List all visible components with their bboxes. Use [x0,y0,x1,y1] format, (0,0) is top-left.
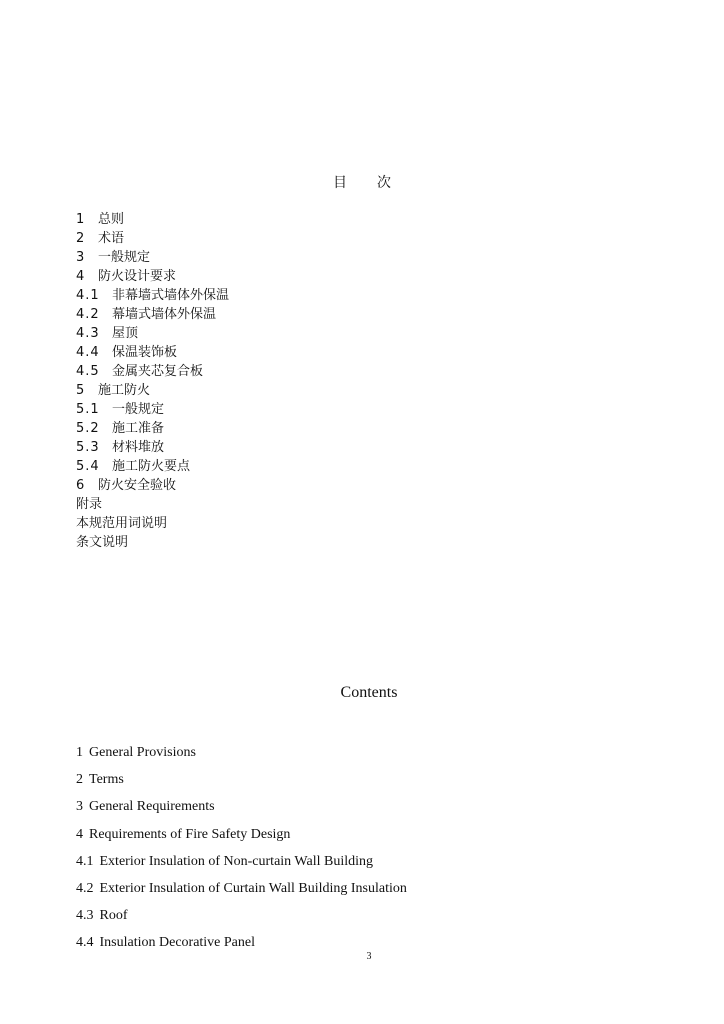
en-toc-item-label: Roof [99,908,128,924]
cn-toc-item-label: 施工准备 [112,421,165,436]
cn-toc-item-number: 4.3 [76,326,100,341]
cn-toc-item-label: 屋顶 [112,326,139,341]
cn-toc-item-number: 4.1 [76,288,100,303]
en-toc-item-number: 3 [76,799,83,815]
cn-toc-item-number: 3 [76,250,86,265]
cn-toc-item[interactable] [76,400,229,419]
en-toc-item[interactable] [76,739,407,766]
en-toc-title: Contents [340,684,398,701]
en-toc-item-number: 4.1 [76,853,94,869]
cn-toc-item-number: 4.5 [76,364,100,379]
en-toc-item-number: 4 [76,826,83,842]
cn-toc-item[interactable] [76,286,229,305]
en-toc-item-number: 1 [76,745,83,760]
cn-toc-item-number: 1 [76,212,86,227]
cn-toc-item-number: 5.4 [76,459,100,474]
en-toc-item[interactable] [76,821,407,848]
en-toc-item-number: 4.2 [76,880,94,896]
en-toc-item-label: Insulation Decorative Panel [99,935,256,951]
en-toc-item-label: Exterior Insulation of Non-curtain Wall Building [99,853,374,869]
cn-toc-item-number: 5.3 [76,440,100,455]
en-toc-item[interactable] [76,875,407,902]
cn-toc-item[interactable] [76,305,229,324]
cn-toc-item-label: 本规范用词说明 [76,516,168,531]
cn-toc-item-label: 附录 [76,497,103,512]
en-toc-item-label: General Provisions [89,745,196,760]
cn-toc-item-label: 术语 [98,231,125,246]
cn-toc-item[interactable] [76,419,229,438]
en-toc-item-number: 4.4 [76,935,94,951]
en-toc-item-number: 4.3 [76,908,94,924]
page-number: 3 [366,951,372,962]
cn-toc-item-number: 2 [76,231,86,246]
en-toc-item-label: Requirements of Fire Safety Design [89,826,291,842]
cn-toc-item-number: 4 [76,269,86,284]
cn-toc-item-label: 一般规定 [98,250,151,265]
en-toc-item[interactable] [76,848,407,875]
cn-toc-item-number: 4.4 [76,345,100,360]
cn-toc-list [76,210,229,552]
en-toc-list [76,739,407,957]
cn-toc-item-number: 5.1 [76,402,100,417]
cn-toc-item-label: 保温装饰板 [112,345,178,360]
cn-toc-item-label: 材料堆放 [112,440,165,455]
cn-toc-item-number: 4.2 [76,307,100,322]
cn-toc-item[interactable] [76,438,229,457]
cn-toc-item[interactable] [76,476,229,495]
cn-toc-title-b: 次 [377,175,391,191]
en-toc-item-label: Exterior Insulation of Curtain Wall Building Insulation [99,880,407,896]
cn-toc-item[interactable] [76,362,229,381]
cn-toc-item-label: 施工防火 [98,383,151,398]
cn-toc-item[interactable] [76,324,229,343]
cn-toc-item[interactable] [76,514,229,533]
cn-toc-item-label: 非幕墙式墙体外保温 [112,288,230,303]
cn-toc-item[interactable] [76,533,229,552]
cn-toc-item-number: 6 [76,478,86,493]
cn-toc-item[interactable] [76,343,229,362]
cn-toc-item-label: 条文说明 [76,535,129,550]
en-toc-item[interactable] [76,902,407,929]
cn-toc-item-number: 5 [76,383,86,398]
cn-toc-item[interactable] [76,267,229,286]
cn-toc-item-label: 防火设计要求 [98,269,177,284]
cn-toc-item[interactable] [76,457,229,476]
cn-toc-item-label: 施工防火要点 [112,459,191,474]
cn-toc-item-number: 5.2 [76,421,100,436]
cn-toc-item[interactable] [76,495,229,514]
cn-toc-title-a: 目 [333,175,347,191]
cn-toc-title [0,172,724,192]
cn-toc-item-label: 防火安全验收 [98,478,177,493]
cn-toc-item[interactable] [76,210,229,229]
en-toc-item[interactable] [76,793,407,820]
cn-toc-item[interactable] [76,381,229,400]
cn-toc-item-label: 总则 [98,212,125,227]
cn-toc-item-label: 金属夹芯复合板 [112,364,204,379]
cn-toc-item-label: 幕墙式墙体外保温 [112,307,217,322]
cn-toc-item-label: 一般规定 [112,402,165,417]
en-toc-item[interactable] [76,766,407,793]
en-toc-item-number: 2 [76,772,83,788]
en-toc-item-label: General Requirements [89,799,215,815]
en-toc-item-label: Terms [89,772,124,788]
cn-toc-item[interactable] [76,248,229,267]
cn-toc-item[interactable] [76,229,229,248]
